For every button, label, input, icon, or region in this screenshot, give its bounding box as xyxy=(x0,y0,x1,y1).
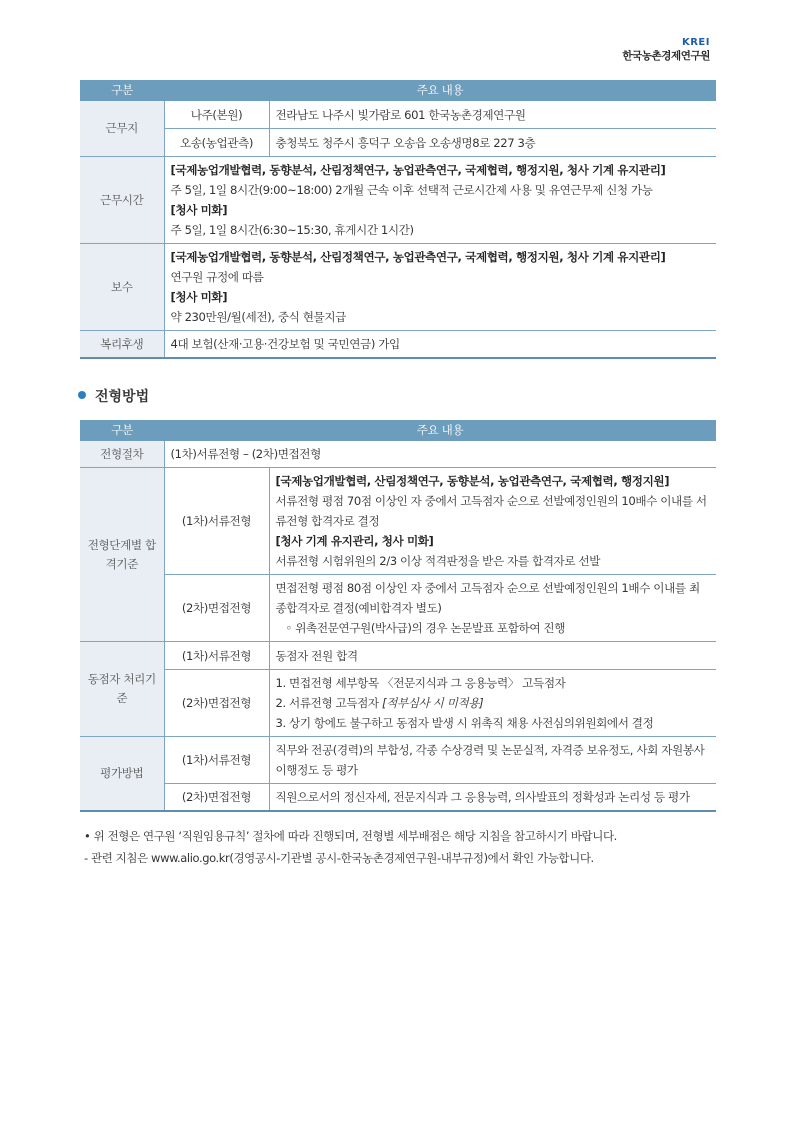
tie-doc-label: (1차)서류전형 xyxy=(164,642,269,670)
bullet-icon xyxy=(78,391,86,399)
pay-line1: [국제농업개발협력, 동향분석, 산림정책연구, 농업관측연구, 국제협력, 행정지원, 청사 기계 유지관리] xyxy=(170,250,666,264)
criteria-doc-line4: 서류전형 시험위원의 2/3 이상 적격판정을 받은 자를 합격자로 선발 xyxy=(275,554,601,568)
criteria-interview-content xyxy=(269,575,716,642)
tie-interview-content xyxy=(269,670,716,737)
pay-line2: 연구원 규정에 따름 xyxy=(170,270,264,284)
tie-doc-content: 동점자 전원 합격 xyxy=(269,642,716,670)
selection-method-table xyxy=(80,420,716,812)
hours-line2: 주 5일, 1일 8시간(9:00~18:00) 2개월 근속 이후 선택적 근로시간제 사용 및 유연근무제 신청 가능 xyxy=(170,183,653,197)
hours-line4: 주 5일, 1일 8시간(6:30~15:30, 휴게시간 1시간) xyxy=(170,223,414,237)
criteria-doc-line2: 서류전형 평점 70점 이상인 자 중에서 고득점자 순으로 선발예정인원의 10배수 이내를 서류전형 합격자로 결정 xyxy=(275,494,707,528)
criteria-doc-line1: [국제농업개발협력, 산림정책연구, 동향분석, 농업관측연구, 국제협력, 행정지원] xyxy=(275,474,670,488)
tie-interview-label: (2차)면접전형 xyxy=(164,670,269,737)
section-title xyxy=(78,386,149,406)
hours-line3: [청사 미화] xyxy=(170,203,228,217)
pay-label: 보수 xyxy=(80,244,164,331)
header-category: 구분 xyxy=(80,420,164,441)
workplace-label: 근무지 xyxy=(80,101,164,157)
eval-doc-content: 직무와 전공(경력)의 부합성, 각종 수상경력 및 논문실적, 자격증 보유정도, 사회 자원봉사 이행정도 등 평가 xyxy=(269,737,716,784)
header-content: 주요 내용 xyxy=(164,420,716,441)
footnote-1: • 위 전형은 연구원 ‘직원임용규칙’ 절차에 따라 진행되며, 전형별 세부배점은 해당 지침을 참고하시기 바랍니다. xyxy=(84,829,617,843)
tie-interview-line1: 1. 면접전형 세부항목 〈전문지식과 그 응용능력〉 고득점자 xyxy=(275,676,566,690)
criteria-doc-line3: [청사 기계 유지관리, 청사 미화] xyxy=(275,534,434,548)
eval-interview-label: (2차)면접전형 xyxy=(164,784,269,812)
criteria-interview-line2: ◦ 위촉전문연구원(박사급)의 경우 논문발표 포함하여 진행 xyxy=(285,621,566,635)
workplace-osong-address: 충청북도 청주시 흥덕구 오송읍 오송생명8로 227 3층 xyxy=(269,129,716,157)
pay-content xyxy=(164,244,716,331)
section-title-text: 전형방법 xyxy=(95,389,150,405)
tie-interview-line2-text: 2. 서류전형 고득점자 xyxy=(275,696,383,710)
hours-content xyxy=(164,157,716,244)
eval-label: 평가방법 xyxy=(80,737,164,812)
workplace-osong-label: 오송(농업관측) xyxy=(164,129,269,157)
procedure-content: (1차)서류전형 – (2차)면접전형 xyxy=(164,441,716,468)
workplace-naju-address: 전라남도 나주시 빛가람로 601 한국농촌경제연구원 xyxy=(269,101,716,129)
work-conditions-table xyxy=(80,80,716,359)
criteria-interview-line1: 면접전형 평점 80점 이상인 자 중에서 고득점자 순으로 선발예정인원의 1배수 이내를 최종합격자로 결정(예비합격자 별도) xyxy=(275,581,700,615)
header-category: 구분 xyxy=(80,80,164,101)
eval-interview-content: 직원으로서의 정신자세, 전문지식과 그 응용능력, 의사발표의 정확성과 논리성 등 평가 xyxy=(269,784,716,812)
criteria-label: 전형단계별 합격기준 xyxy=(80,468,164,642)
pay-line4: 약 230만원/월(세전), 중식 현물지급 xyxy=(170,310,346,324)
tie-label: 동점자 처리기준 xyxy=(80,642,164,737)
eval-doc-label: (1차)서류전형 xyxy=(164,737,269,784)
header-content: 주요 내용 xyxy=(164,80,716,101)
footnote-2: - 관련 지침은 www.alio.go.kr(경영공시-기관별 공시-한국농촌경제연구원-내부규정)에서 확인 가능합니다. xyxy=(84,851,594,865)
criteria-doc-content xyxy=(269,468,716,575)
welfare-content: 4대 보험(산재·고용·건강보험 및 국민연금) 가입 xyxy=(164,331,716,359)
logo-ko: 한국농촌경제연구원 xyxy=(622,50,710,62)
criteria-doc-label: (1차)서류전형 xyxy=(164,468,269,575)
procedure-label: 전형절차 xyxy=(80,441,164,468)
tie-interview-line3: 3. 상기 항에도 불구하고 동점자 발생 시 위촉직 채용 사전심의위원회에서 결정 xyxy=(275,716,654,730)
workplace-naju-label: 나주(본원) xyxy=(164,101,269,129)
pay-line3: [청사 미화] xyxy=(170,290,228,304)
logo-en: KREI xyxy=(681,37,710,48)
hours-label: 근무시간 xyxy=(80,157,164,244)
hours-line1: [국제농업개발협력, 동향분석, 산림정책연구, 농업관측연구, 국제협력, 행정지원, 청사 기계 유지관리] xyxy=(170,163,666,177)
logo xyxy=(622,38,710,62)
tie-interview-line2 xyxy=(276,693,711,713)
tie-interview-line2-note: [적부심사 시 미적용] xyxy=(382,696,484,710)
welfare-label: 복리후생 xyxy=(80,331,164,359)
criteria-interview-label: (2차)면접전형 xyxy=(164,575,269,642)
